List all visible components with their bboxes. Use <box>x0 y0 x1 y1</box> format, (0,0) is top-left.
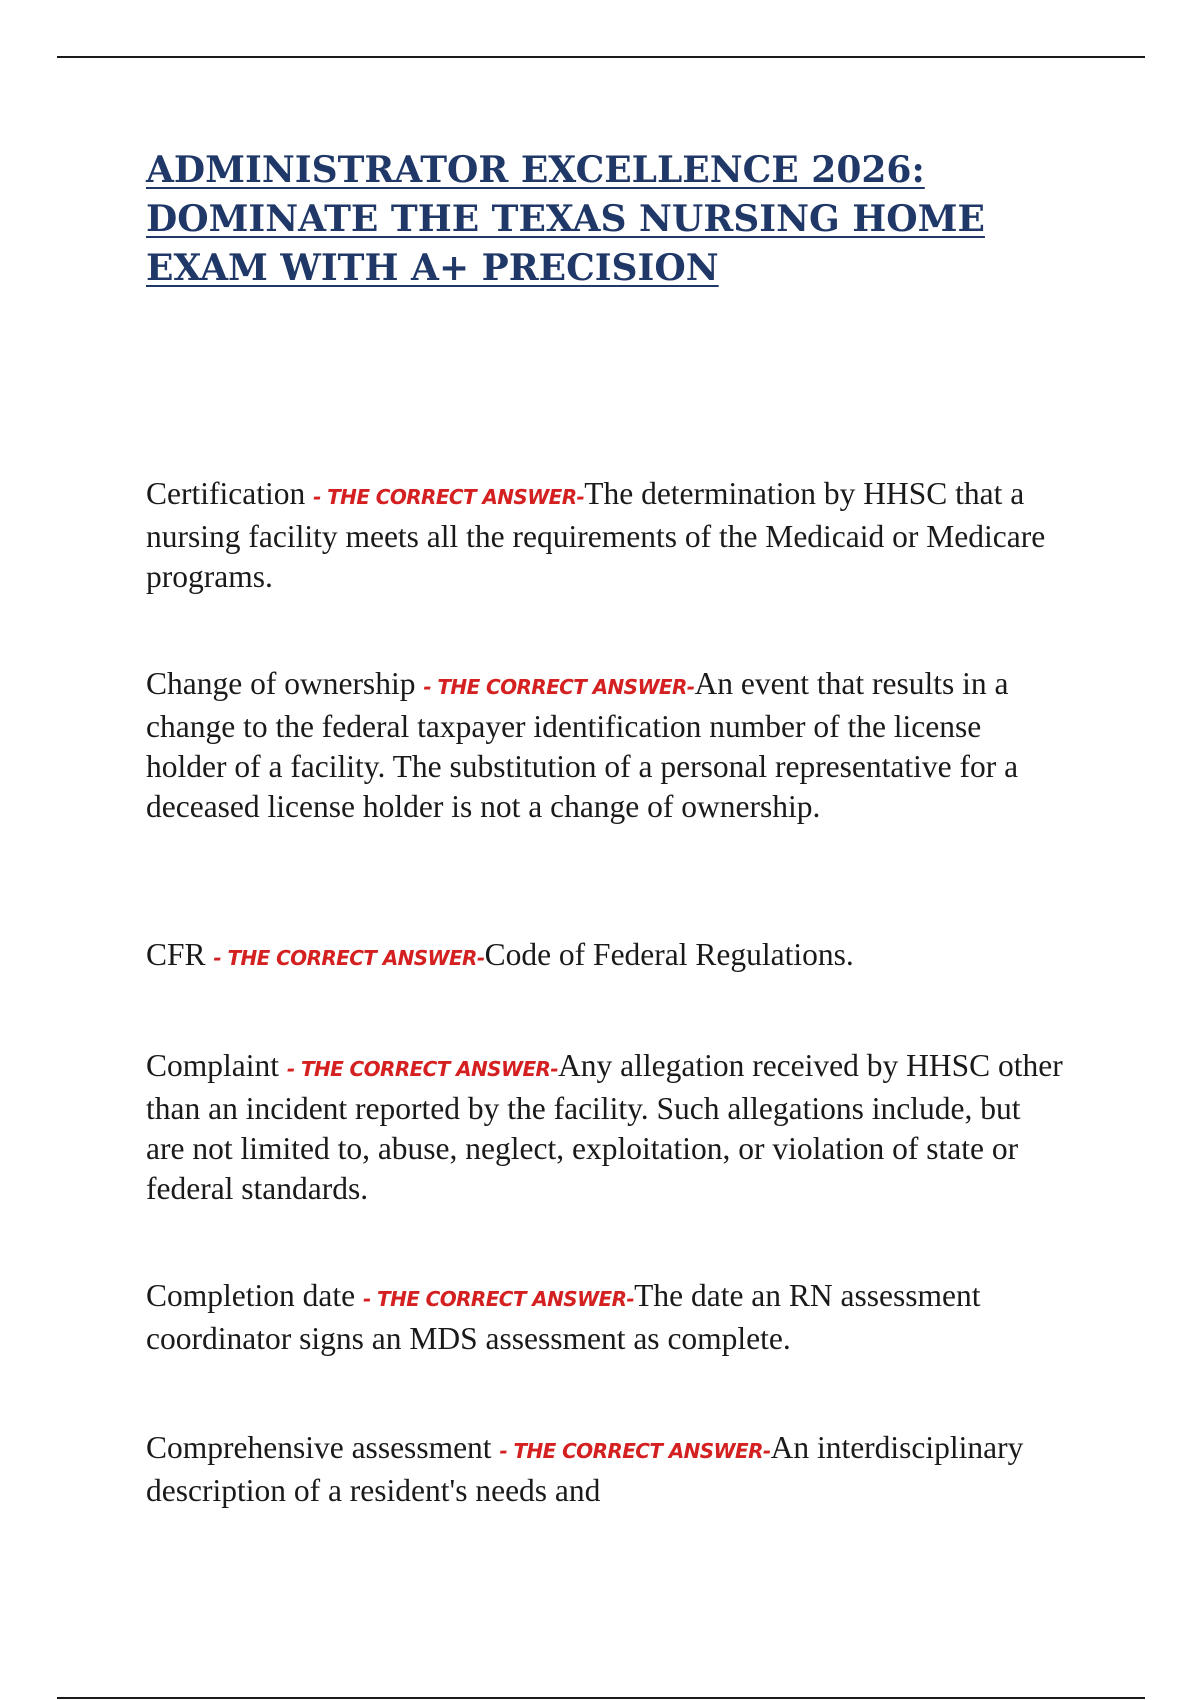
entry-complaint <box>146 1046 1066 1209</box>
correct-answer-label: - THE CORRECT ANSWER- <box>362 1287 635 1311</box>
entry-term: Complaint <box>146 1048 279 1083</box>
top-rule <box>57 56 1145 58</box>
entry-comprehensive-assessment <box>146 1428 1066 1511</box>
correct-answer-label: - THE CORRECT ANSWER- <box>213 946 485 970</box>
entry-definition: An event that results in a change to the federal taxpayer identification number of the license holder of a facility. The substitution of a personal representative for a deceased license holder is not a change of ownership. <box>146 666 1019 824</box>
entry-term: Comprehensive assessment <box>146 1430 492 1465</box>
correct-answer-label: - THE CORRECT ANSWER- <box>286 1057 559 1081</box>
correct-answer-label: - THE CORRECT ANSWER- <box>313 485 585 509</box>
entry-term: Change of ownership <box>146 666 416 701</box>
entry-certification <box>146 474 1066 597</box>
entry-definition: The determination by HHSC that a nursing facility meets all the requirements of the Medicaid or Medicare programs. <box>146 476 1046 594</box>
entry-term: Completion date <box>146 1278 356 1313</box>
entry-completion-date <box>146 1276 1066 1359</box>
correct-answer-label: - THE CORRECT ANSWER- <box>423 675 695 699</box>
entry-term: CFR <box>146 937 206 972</box>
document-title: ADMINISTRATOR EXCELLENCE 2026: DOMINATE THE TEXAS NURSING HOME EXAM WITH A+ PRECISION <box>146 149 985 289</box>
correct-answer-label: - THE CORRECT ANSWER- <box>499 1439 771 1463</box>
entry-change-of-ownership <box>146 664 1066 827</box>
entry-definition: An interdisciplinary description of a resident's needs and <box>146 1430 1024 1508</box>
entry-definition: The date an RN assessment coordinator signs an MDS assessment as complete. <box>146 1278 981 1356</box>
entry-definition: Code of Federal Regulations. <box>484 937 854 972</box>
entry-definition: Any allegation received by HHSC other than an incident reported by the facility. Such allegations include, but are not limited to, abuse, neglect, exploitation, or violation of state or federal standards. <box>146 1048 1063 1206</box>
entry-cfr <box>146 935 1066 978</box>
bottom-rule <box>57 1697 1145 1699</box>
entry-term: Certification <box>146 476 306 511</box>
